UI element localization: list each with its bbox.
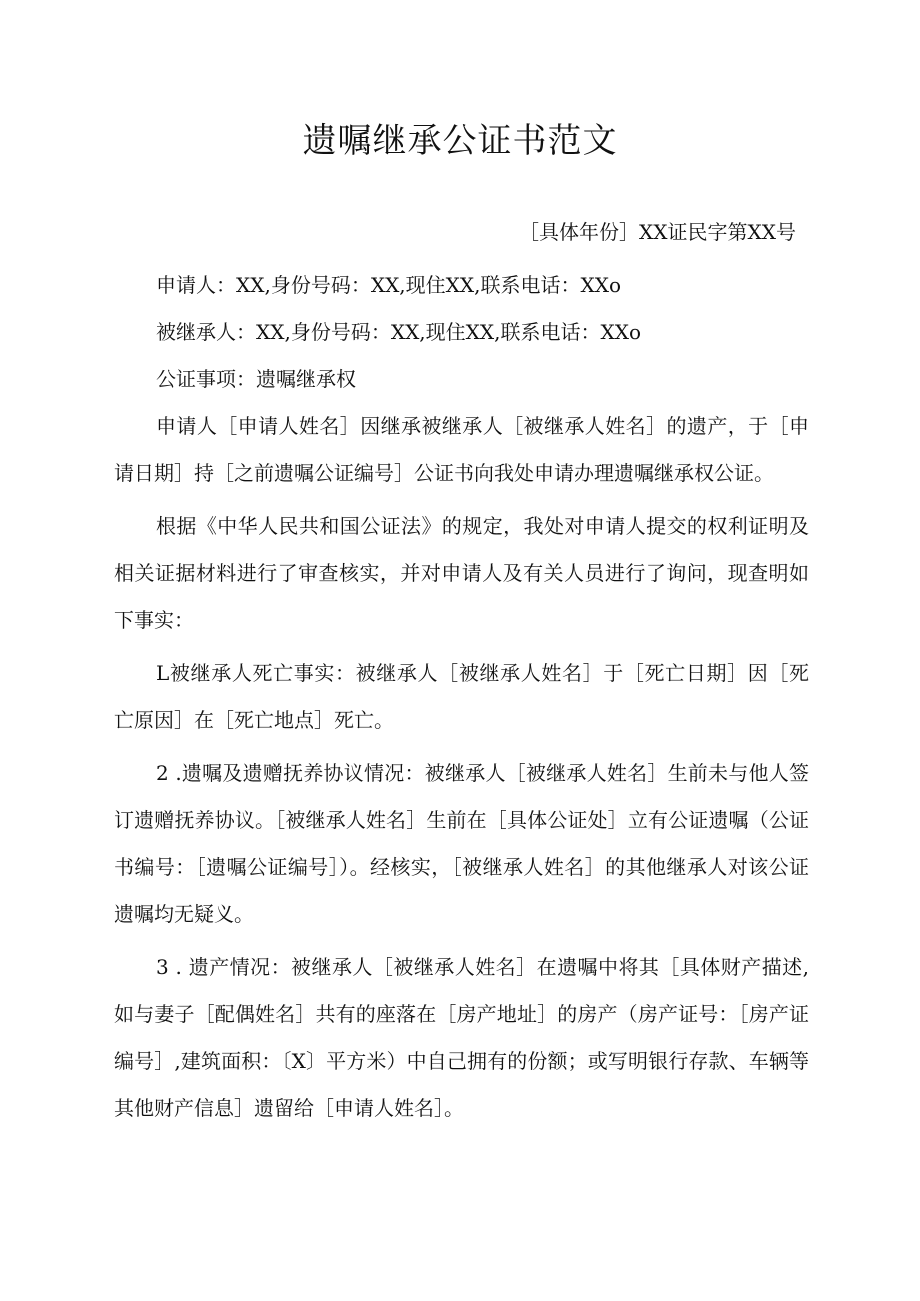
notarization-matter-line: 公证事项：遗嘱继承权 <box>156 367 356 391</box>
death-fact-paragraph: L被继承人死亡事实：被继承人［被继承人姓名］于［死亡日期］因［死亡原因］在［死亡地点］死亡。 <box>114 661 809 732</box>
document-title: 遗嘱继承公证书范文 <box>302 121 618 161</box>
document-body <box>114 262 809 1132</box>
estate-paragraph: 3 . 遗产情况：被继承人［被继承人姓名］在遗嘱中将其［具体财产描述,如与妻子［配偶姓名］共有的座落在［房产地址］的房产（房产证号：［房产证编号］,建筑面积：〔X〕平方米）中自己拥有的份额；或写明银行存款、车辆等其他财产信息］遗留给［申请人姓名］。 <box>114 955 809 1120</box>
verification-paragraph: 根据《中华人民共和国公证法》的规定，我处对申请人提交的权利证明及相关证据材料进行了审查核实，并对申请人及有关人员进行了询问，现查明如下事实： <box>114 514 809 632</box>
application-paragraph: 申请人［申请人姓名］因继承被继承人［被继承人姓名］的遗产，于［申请日期］持［之前遗嘱公证编号］公证书向我处申请办理遗嘱继承权公证。 <box>114 414 809 485</box>
applicant-line: 申请人：XX,身份号码：XX,现住XX,联系电话：XXo <box>156 273 622 297</box>
document-number: ［具体年份］XX证民字第XX号 <box>519 220 796 244</box>
will-agreement-paragraph: 2 .遗嘱及遗赠抚养协议情况：被继承人［被继承人姓名］生前未与他人签订遗赠抚养协议。［被继承人姓名］生前在［具体公证处］立有公证遗嘱（公证书编号：［遗嘱公证编号］）。经核实，［被继承人姓名］的其他继承人对该公证遗嘱均无疑义。 <box>114 761 809 926</box>
decedent-line: 被继承人：XX,身份号码：XX,现住XX,联系电话：XXo <box>156 320 642 344</box>
